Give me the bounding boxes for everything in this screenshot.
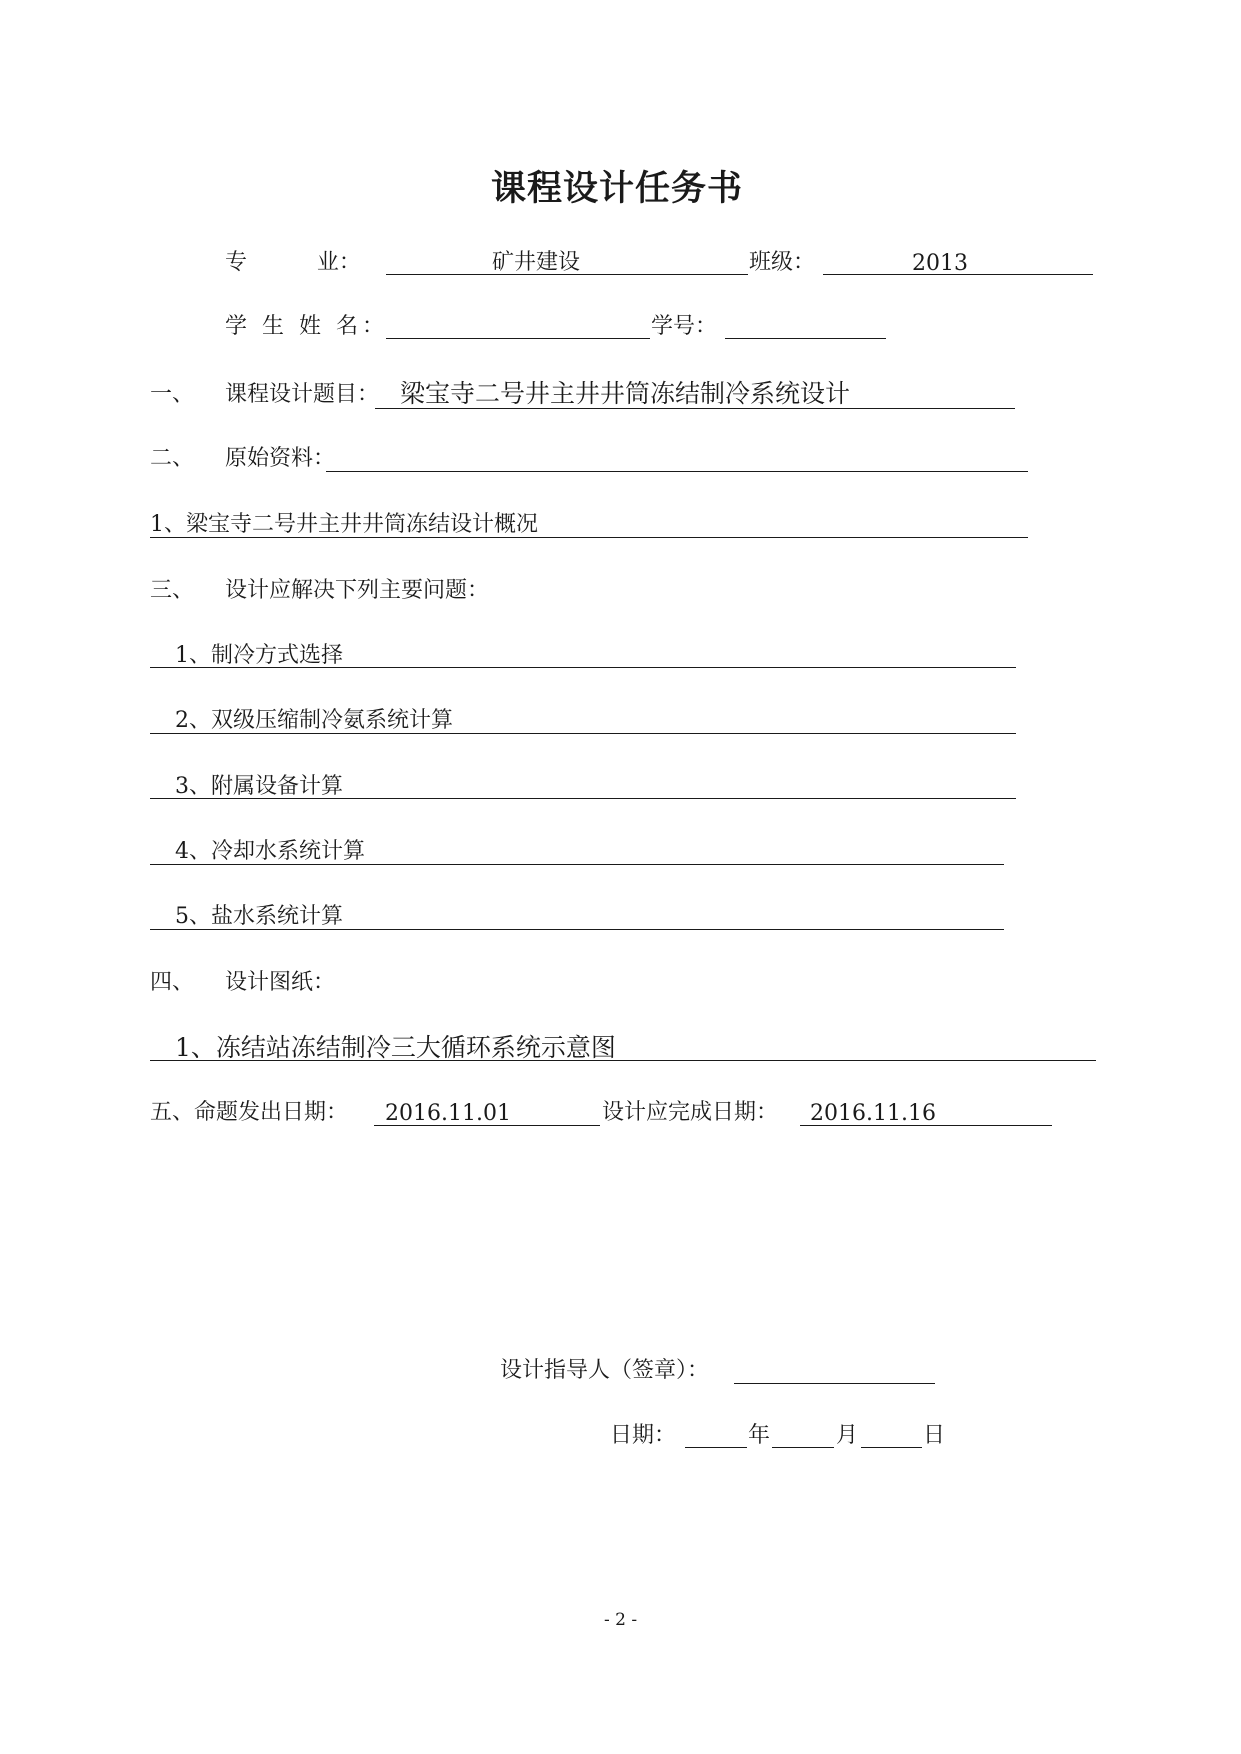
- major-label: 专 业：: [225, 250, 361, 275]
- problem-item-1-underline: [150, 667, 1016, 668]
- page-number: - 2 -: [604, 1610, 638, 1630]
- drawing-item-1: 1、冻结站冻结制冷三大循环系统示意图: [175, 1033, 616, 1062]
- due-date-label: 设计应完成日期：: [602, 1100, 779, 1125]
- section1-number: 一、: [150, 382, 195, 407]
- problem-item-4: 4、冷却水系统计算: [175, 839, 365, 864]
- section4-number: 四、: [150, 970, 195, 995]
- problem-item-2-underline: [150, 733, 1016, 734]
- problem-item-1: 1、制冷方式选择: [175, 643, 343, 668]
- section1-label: 课程设计题目：: [225, 382, 380, 407]
- signature-month-underline: [772, 1447, 834, 1448]
- student-id-label: 学号：: [651, 314, 718, 339]
- problem-item-3: 3、附属设备计算: [175, 774, 343, 799]
- page-title: 课程设计任务书: [491, 169, 744, 209]
- due-date-value: 2016.11.16: [810, 1101, 936, 1126]
- drawing-item-1-underline: [150, 1060, 1096, 1061]
- signature-month-label: 月: [836, 1423, 859, 1448]
- class-label: 班级：: [749, 250, 816, 275]
- class-value: 2013: [912, 251, 968, 276]
- section4-label: 设计图纸：: [225, 970, 336, 995]
- issue-date-value: 2016.11.01: [385, 1101, 511, 1126]
- section2-number: 二、: [150, 446, 195, 471]
- problem-item-5: 5、盐水系统计算: [175, 904, 343, 929]
- source-material-item: 1、梁宝寺二号井主井井筒冻结设计概况: [150, 512, 538, 537]
- supervisor-signature-underline: [734, 1383, 935, 1384]
- student-name-underline: [386, 338, 650, 339]
- signature-day-underline: [861, 1447, 922, 1448]
- supervisor-signature-label: 设计指导人（签章）：: [500, 1358, 710, 1383]
- signature-year-label: 年: [748, 1423, 771, 1448]
- problem-item-2: 2、双级压缩制冷氨系统计算: [175, 708, 453, 733]
- section1-underline: [375, 408, 1015, 409]
- signature-day-label: 日: [923, 1423, 946, 1448]
- major-value: 矿井建设: [491, 250, 580, 275]
- student-name-label: 学 生 姓 名：: [225, 314, 388, 339]
- problem-item-5-underline: [150, 929, 1004, 930]
- course-design-topic: 梁宝寺二号井主井井筒冻结制冷系统设计: [400, 379, 851, 408]
- problem-item-3-underline: [150, 798, 1016, 799]
- section3-label: 设计应解决下列主要问题：: [225, 578, 490, 603]
- section3-number: 三、: [150, 578, 195, 603]
- section2-underline: [326, 471, 1028, 472]
- signature-date-label: 日期：: [610, 1423, 677, 1448]
- issue-date-label: 五、命题发出日期：: [150, 1100, 349, 1125]
- problem-item-4-underline: [150, 864, 1004, 865]
- signature-year-underline: [685, 1447, 747, 1448]
- source-material-underline: [150, 537, 1028, 538]
- section2-label: 原始资料：: [225, 446, 336, 471]
- student-id-underline: [725, 338, 886, 339]
